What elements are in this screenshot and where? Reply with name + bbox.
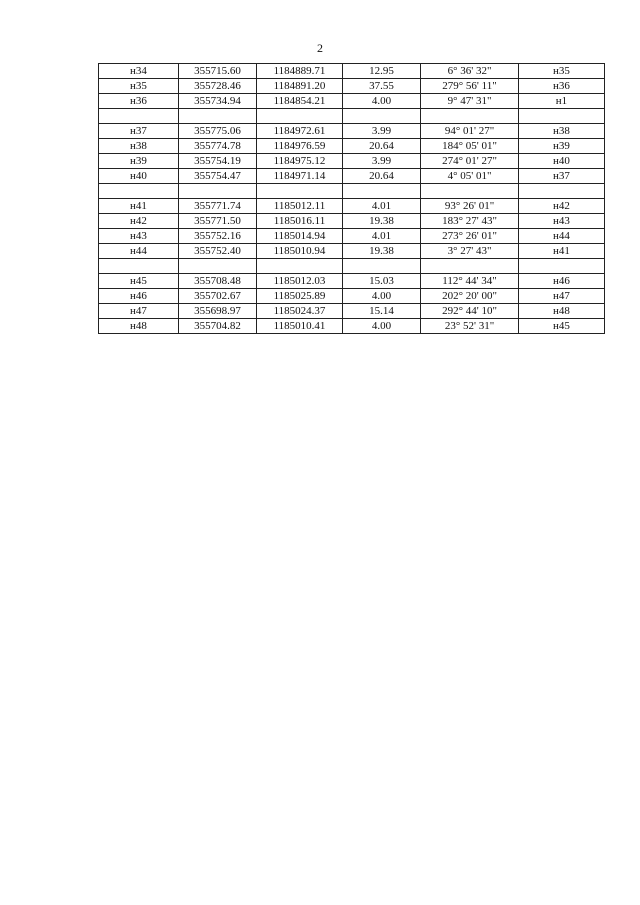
cell-bearing: 3° 27' 43" — [421, 244, 519, 259]
table-row — [99, 94, 605, 109]
table-row — [99, 304, 605, 319]
page-number: 2 — [317, 41, 323, 55]
cell-bearing: 4° 05' 01" — [421, 169, 519, 184]
cell-coord-x: 355708.48 — [179, 274, 257, 289]
cell-point-from: н47 — [99, 304, 179, 319]
cell-distance: 15.14 — [343, 304, 421, 319]
cell-coord-x: 355734.94 — [179, 94, 257, 109]
table-row — [99, 319, 605, 334]
cell-point-to: н39 — [519, 139, 605, 154]
cell-point-to — [519, 259, 605, 274]
cell-point-from: н39 — [99, 154, 179, 169]
cell-coord-y: 1185010.41 — [257, 319, 343, 334]
cell-point-from: н34 — [99, 64, 179, 79]
cell-point-from: н38 — [99, 139, 179, 154]
cell-distance — [343, 184, 421, 199]
cell-distance: 12.95 — [343, 64, 421, 79]
cell-coord-x — [179, 259, 257, 274]
cell-bearing: 273° 26' 01" — [421, 229, 519, 244]
cell-point-from — [99, 259, 179, 274]
cell-bearing: 274° 01' 27" — [421, 154, 519, 169]
cell-bearing: 23° 52' 31" — [421, 319, 519, 334]
cell-point-from: н46 — [99, 289, 179, 304]
cell-point-from: н42 — [99, 214, 179, 229]
cell-coord-y: 1185025.89 — [257, 289, 343, 304]
cell-distance: 4.00 — [343, 94, 421, 109]
cell-coord-y — [257, 184, 343, 199]
cell-point-to: н38 — [519, 124, 605, 139]
cell-coord-x: 355754.47 — [179, 169, 257, 184]
cell-distance: 15.03 — [343, 274, 421, 289]
table-separator-row — [99, 109, 605, 124]
cell-point-to: н44 — [519, 229, 605, 244]
table-row — [99, 199, 605, 214]
table-row — [99, 169, 605, 184]
table-row — [99, 244, 605, 259]
cell-point-to: н36 — [519, 79, 605, 94]
table-separator-row — [99, 259, 605, 274]
table-row — [99, 274, 605, 289]
cell-point-from: н45 — [99, 274, 179, 289]
cell-bearing: 9° 47' 31" — [421, 94, 519, 109]
table-row — [99, 79, 605, 94]
cell-bearing — [421, 259, 519, 274]
cell-point-from: н41 — [99, 199, 179, 214]
cell-bearing: 183° 27' 43" — [421, 214, 519, 229]
cell-point-to: н41 — [519, 244, 605, 259]
cell-coord-x — [179, 184, 257, 199]
cell-coord-y — [257, 259, 343, 274]
cell-coord-y: 1184889.71 — [257, 64, 343, 79]
cell-coord-y: 1184854.21 — [257, 94, 343, 109]
cell-coord-y: 1185016.11 — [257, 214, 343, 229]
table-row — [99, 214, 605, 229]
table-row — [99, 139, 605, 154]
cell-coord-x: 355771.50 — [179, 214, 257, 229]
cell-distance: 3.99 — [343, 124, 421, 139]
cell-distance — [343, 109, 421, 124]
cell-point-to — [519, 184, 605, 199]
cell-coord-x: 355728.46 — [179, 79, 257, 94]
table-row — [99, 124, 605, 139]
table-row — [99, 289, 605, 304]
cell-coord-y: 1184971.14 — [257, 169, 343, 184]
cell-coord-x: 355771.74 — [179, 199, 257, 214]
cell-coord-y: 1185014.94 — [257, 229, 343, 244]
cell-bearing — [421, 184, 519, 199]
cell-coord-x: 355754.19 — [179, 154, 257, 169]
cell-coord-x: 355752.16 — [179, 229, 257, 244]
cell-distance: 19.38 — [343, 214, 421, 229]
cell-coord-x: 355774.78 — [179, 139, 257, 154]
cell-distance: 20.64 — [343, 169, 421, 184]
cell-coord-y: 1184976.59 — [257, 139, 343, 154]
cell-coord-x: 355715.60 — [179, 64, 257, 79]
cell-point-from: н43 — [99, 229, 179, 244]
cell-bearing: 279° 56' 11" — [421, 79, 519, 94]
cell-point-to: н1 — [519, 94, 605, 109]
cell-bearing — [421, 109, 519, 124]
cell-distance: 4.00 — [343, 319, 421, 334]
cell-point-from: н40 — [99, 169, 179, 184]
cell-coord-x: 355775.06 — [179, 124, 257, 139]
table-separator-row — [99, 184, 605, 199]
cell-point-to: н45 — [519, 319, 605, 334]
cell-point-from: н36 — [99, 94, 179, 109]
cell-coord-y: 1185010.94 — [257, 244, 343, 259]
cell-point-to: н35 — [519, 64, 605, 79]
cell-point-to: н43 — [519, 214, 605, 229]
cell-coord-y: 1184975.12 — [257, 154, 343, 169]
cell-point-to: н48 — [519, 304, 605, 319]
cell-coord-x: 355752.40 — [179, 244, 257, 259]
cell-coord-y: 1184972.61 — [257, 124, 343, 139]
cell-point-from: н35 — [99, 79, 179, 94]
coordinates-table — [98, 63, 605, 334]
coordinates-table-body — [99, 64, 605, 334]
cell-distance: 4.00 — [343, 289, 421, 304]
cell-distance: 20.64 — [343, 139, 421, 154]
cell-bearing: 93° 26' 01" — [421, 199, 519, 214]
cell-bearing: 292° 44' 10" — [421, 304, 519, 319]
cell-coord-y: 1185012.11 — [257, 199, 343, 214]
cell-point-from: н44 — [99, 244, 179, 259]
cell-coord-x: 355698.97 — [179, 304, 257, 319]
cell-coord-x: 355704.82 — [179, 319, 257, 334]
cell-distance: 4.01 — [343, 229, 421, 244]
cell-distance — [343, 259, 421, 274]
cell-point-to: н37 — [519, 169, 605, 184]
cell-point-from: н37 — [99, 124, 179, 139]
cell-bearing: 202° 20' 00" — [421, 289, 519, 304]
cell-point-from — [99, 184, 179, 199]
cell-point-to: н42 — [519, 199, 605, 214]
cell-distance: 4.01 — [343, 199, 421, 214]
cell-distance: 37.55 — [343, 79, 421, 94]
cell-point-to — [519, 109, 605, 124]
table-row — [99, 154, 605, 169]
cell-coord-y: 1185012.03 — [257, 274, 343, 289]
cell-point-to: н47 — [519, 289, 605, 304]
cell-distance: 3.99 — [343, 154, 421, 169]
cell-bearing: 94° 01' 27" — [421, 124, 519, 139]
cell-bearing: 112° 44' 34" — [421, 274, 519, 289]
cell-point-to: н46 — [519, 274, 605, 289]
table-row — [99, 229, 605, 244]
cell-coord-x — [179, 109, 257, 124]
cell-coord-y — [257, 109, 343, 124]
cell-point-from: н48 — [99, 319, 179, 334]
cell-coord-y: 1184891.20 — [257, 79, 343, 94]
table-row — [99, 64, 605, 79]
cell-bearing: 184° 05' 01" — [421, 139, 519, 154]
cell-distance: 19.38 — [343, 244, 421, 259]
cell-point-from — [99, 109, 179, 124]
cell-bearing: 6° 36' 32" — [421, 64, 519, 79]
cell-coord-y: 1185024.37 — [257, 304, 343, 319]
cell-point-to: н40 — [519, 154, 605, 169]
cell-coord-x: 355702.67 — [179, 289, 257, 304]
